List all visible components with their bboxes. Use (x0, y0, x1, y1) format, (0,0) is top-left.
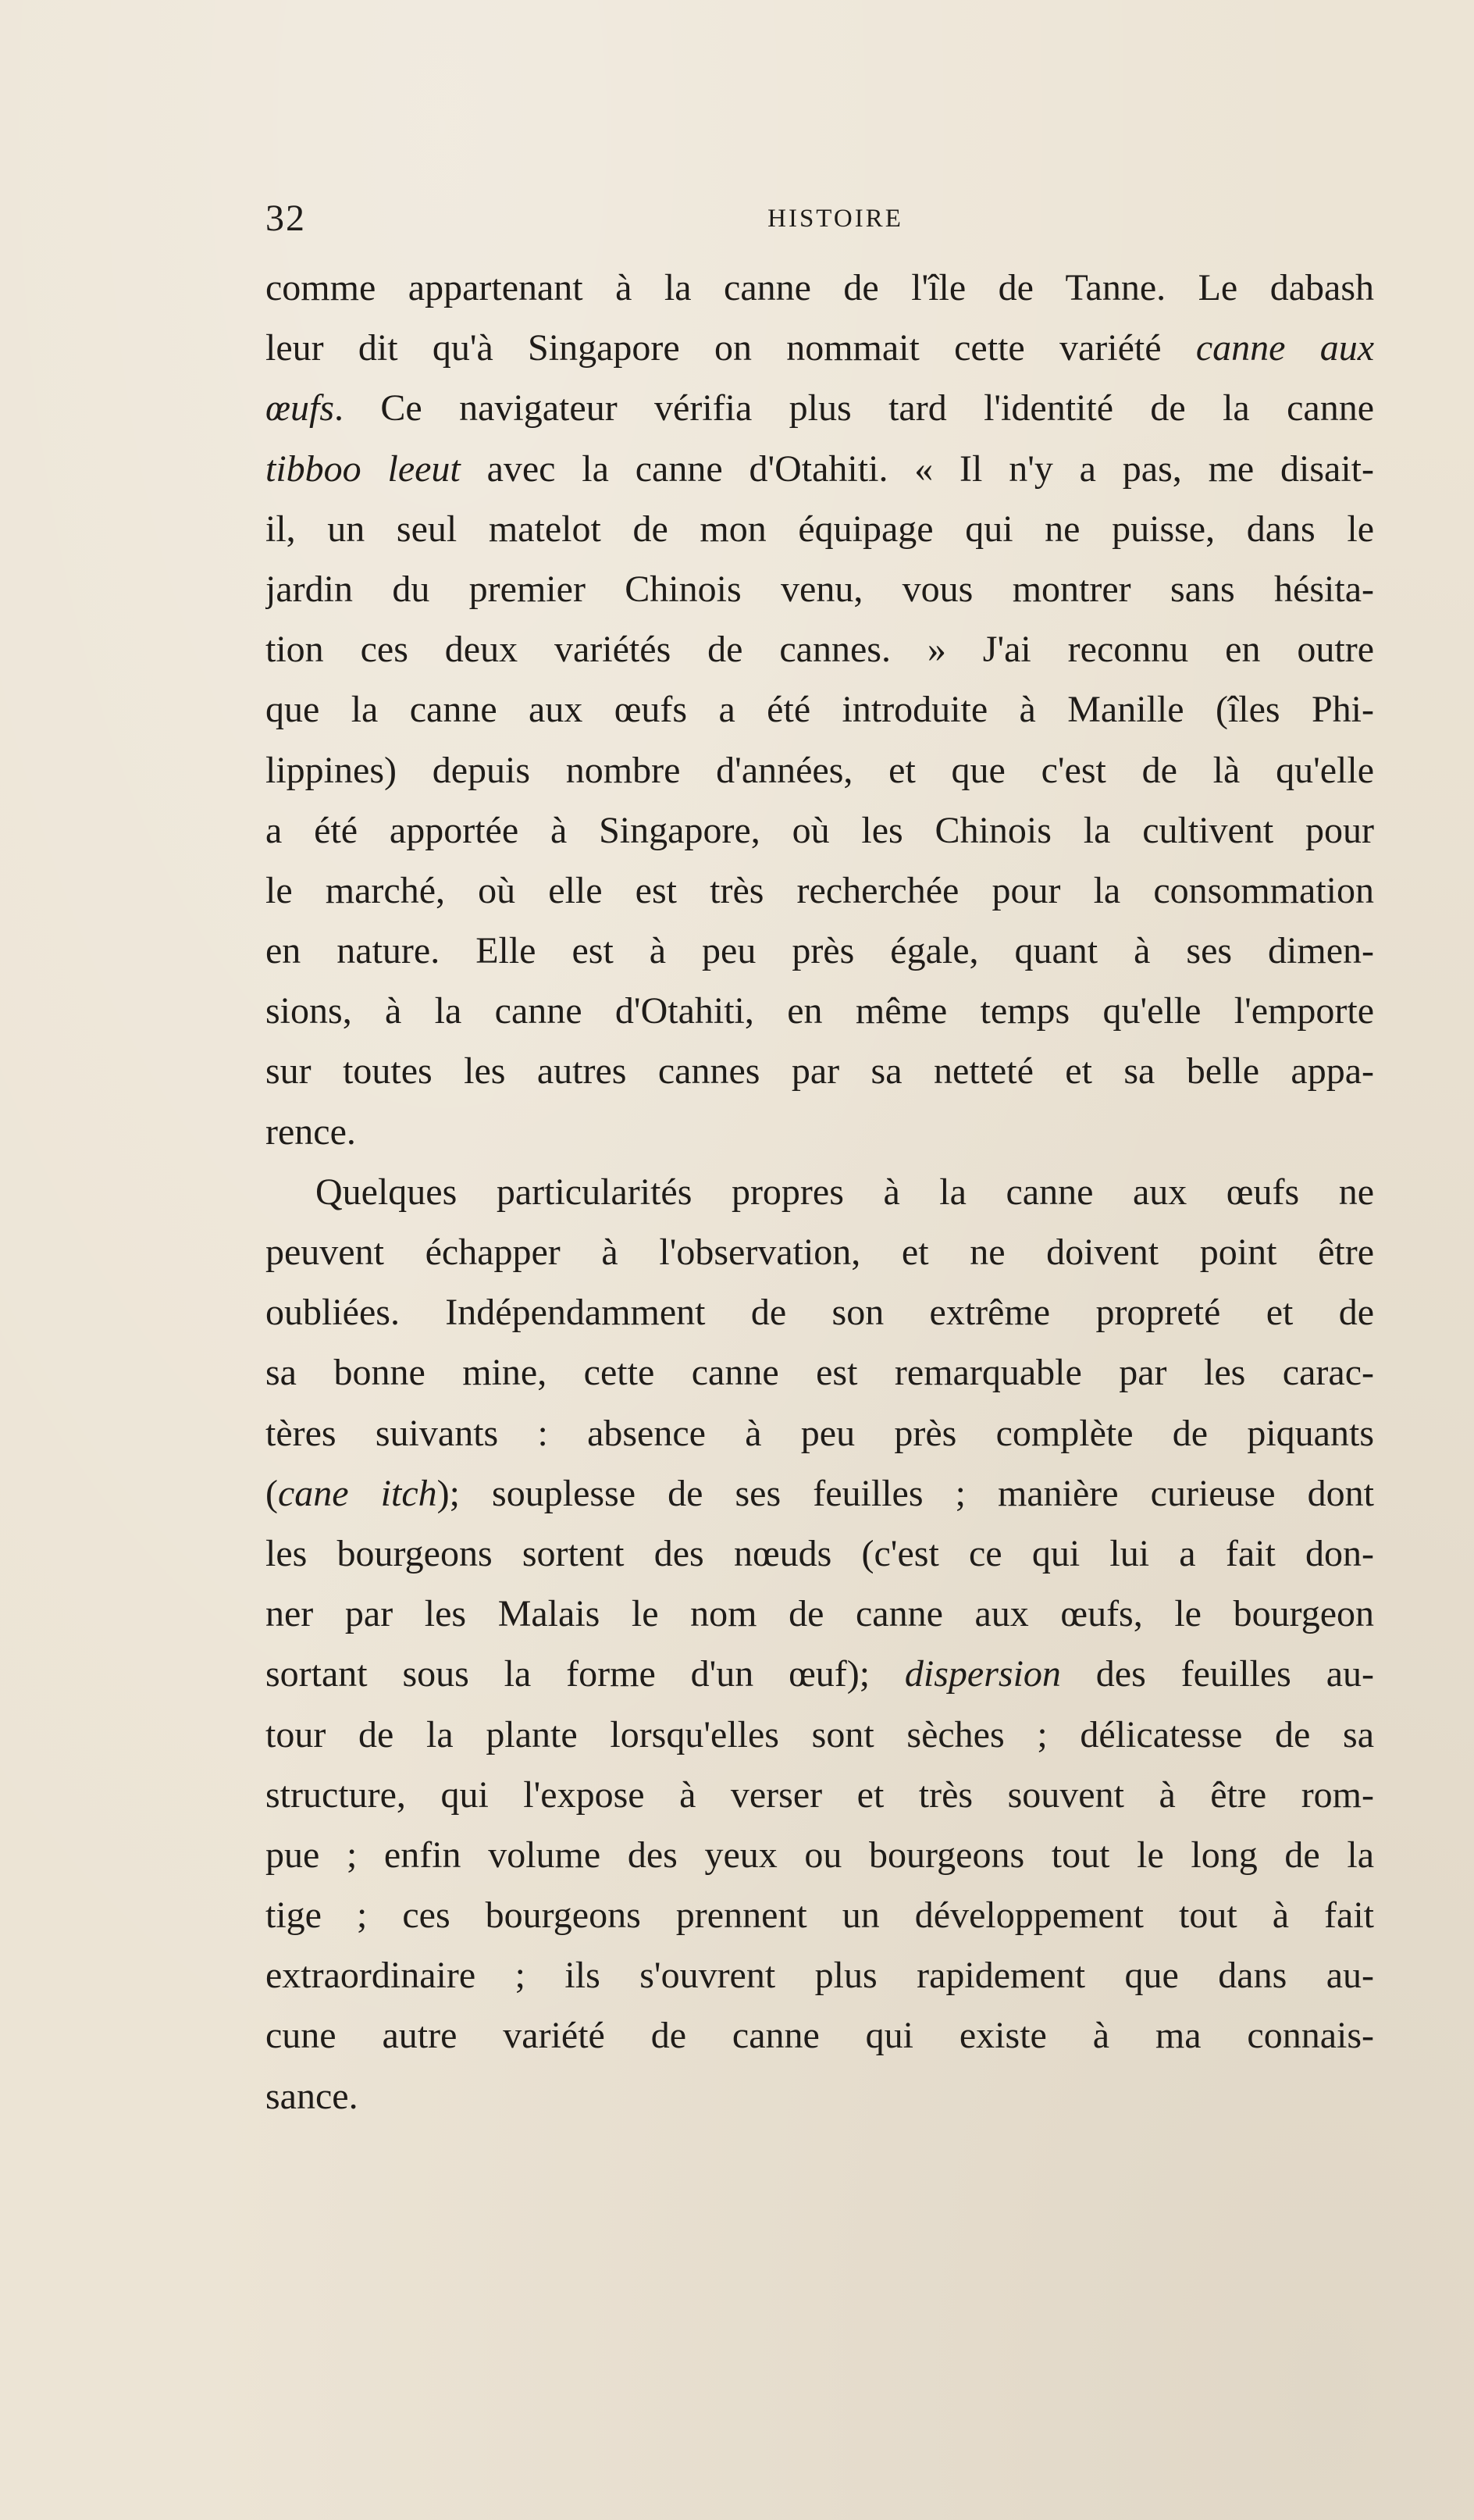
text-segment: tères suivants : absence à peu près complète de piquants (265, 1412, 1374, 1454)
italic-text: dispersion (904, 1653, 1061, 1695)
text-line (265, 499, 1374, 559)
text-line (265, 439, 1374, 499)
text-line (265, 800, 1374, 861)
text-segment: leur dit qu'à Singapore on nommait cette variété (265, 327, 1196, 369)
text-segment: . Ce navigateur vérifia plus tard l'identité de la canne (334, 387, 1374, 430)
italic-text: cane itch (277, 1472, 437, 1514)
text-line (265, 1463, 1374, 1524)
text-segment: sance. (265, 2075, 358, 2117)
text-segment: ( (265, 1472, 278, 1514)
page-body (265, 258, 1374, 2126)
text-segment: sa bonne mine, cette canne est remarquable par les carac- (265, 1352, 1374, 1394)
text-segment: oubliées. Indépendamment de son extrême propreté et de (265, 1292, 1374, 1334)
text-line (265, 318, 1374, 378)
text-segment: Quelques particularités propres à la canne aux œufs ne (315, 1171, 1374, 1213)
text-segment: tige ; ces bourgeons prennent un développement tout à fait (265, 1894, 1374, 1937)
text-line (265, 921, 1374, 981)
text-segment: jardin du premier Chinois venu, vous montrer sans hésita- (265, 568, 1374, 610)
text-segment: sortant sous la forme d'un œuf); (265, 1653, 905, 1695)
text-line (265, 2066, 1374, 2126)
text-segment: sur toutes les autres cannes par sa netteté et sa belle appa- (265, 1050, 1374, 1092)
text-segment: les bourgeons sortent des nœuds (c'est ce qui lui a fait don- (265, 1532, 1374, 1574)
text-line (265, 1885, 1374, 1945)
italic-text: canne aux (1195, 327, 1374, 369)
page-header (265, 194, 1374, 244)
text-line (265, 619, 1374, 679)
text-line (265, 1765, 1374, 1825)
italic-text: tibboo leeut (265, 447, 461, 490)
text-line (265, 1222, 1374, 1282)
text-segment: en nature. Elle est à peu près égale, quant à ses dimen- (265, 930, 1374, 972)
text-segment: sions, à la canne d'Otahiti, en même temps qu'elle l'emporte (265, 990, 1374, 1032)
text-segment: structure, qui l'expose à verser et très souvent à être rom- (265, 1773, 1374, 1816)
text-segment: des feuilles au- (1060, 1653, 1374, 1695)
text-segment: tour de la plante lorsqu'elles sont sèches ; délicatesse de sa (265, 1713, 1374, 1755)
text-segment: a été apportée à Singapore, où les Chinois la cultivent pour (265, 809, 1374, 851)
text-segment: le marché, où elle est très recherchée pour la consommation (265, 869, 1374, 911)
text-segment: pue ; enfin volume des yeux ou bourgeons tout le long de la (265, 1834, 1374, 1876)
text-line (265, 1403, 1374, 1463)
text-line (265, 559, 1374, 619)
text-line (265, 258, 1374, 318)
page-number: 32 (265, 198, 306, 239)
text-segment: ); souplesse de ses feuilles ; manière curieuse dont (436, 1472, 1374, 1514)
text-line (265, 1342, 1374, 1403)
text-segment: cune autre variété de canne qui existe à ma connais- (265, 2015, 1374, 2057)
text-line (265, 740, 1374, 800)
text-line (265, 1705, 1374, 1765)
text-line (265, 1644, 1374, 1704)
italic-text: œufs (265, 387, 335, 430)
text-segment: ner par les Malais le nom de canne aux œufs, le bourgeon (265, 1593, 1374, 1635)
text-line (265, 378, 1374, 438)
text-segment: peuvent échapper à l'observation, et ne doivent point être (265, 1231, 1374, 1273)
text-line (265, 1524, 1374, 1584)
text-segment: tion ces deux variétés de cannes. » J'ai reconnu en outre (265, 629, 1374, 671)
text-segment: que la canne aux œufs a été introduite à Manille (îles Phi- (265, 689, 1374, 731)
text-segment: extraordinaire ; ils s'ouvrent plus rapidement que dans au- (265, 1955, 1374, 1997)
running-title: HISTOIRE (767, 205, 903, 233)
text-line (265, 1584, 1374, 1644)
text-line (265, 1945, 1374, 2005)
text-line (265, 1102, 1374, 1162)
text-line (265, 679, 1374, 740)
text-line (265, 1825, 1374, 1885)
text-segment: il, un seul matelot de mon équipage qui ne puisse, dans le (265, 508, 1374, 550)
text-segment: lippines) depuis nombre d'années, et que c'est de là qu'elle (265, 749, 1374, 791)
text-segment: comme appartenant à la canne de l'île de Tanne. Le dabash (265, 267, 1374, 308)
text-segment: avec la canne d'Otahiti. « Il n'y a pas, me disait- (460, 447, 1374, 490)
text-segment: rence. (265, 1110, 356, 1153)
text-line (265, 981, 1374, 1041)
text-line (265, 2005, 1374, 2066)
text-line (265, 1162, 1374, 1222)
text-line (265, 1282, 1374, 1342)
text-line (265, 1041, 1374, 1101)
text-line (265, 861, 1374, 921)
